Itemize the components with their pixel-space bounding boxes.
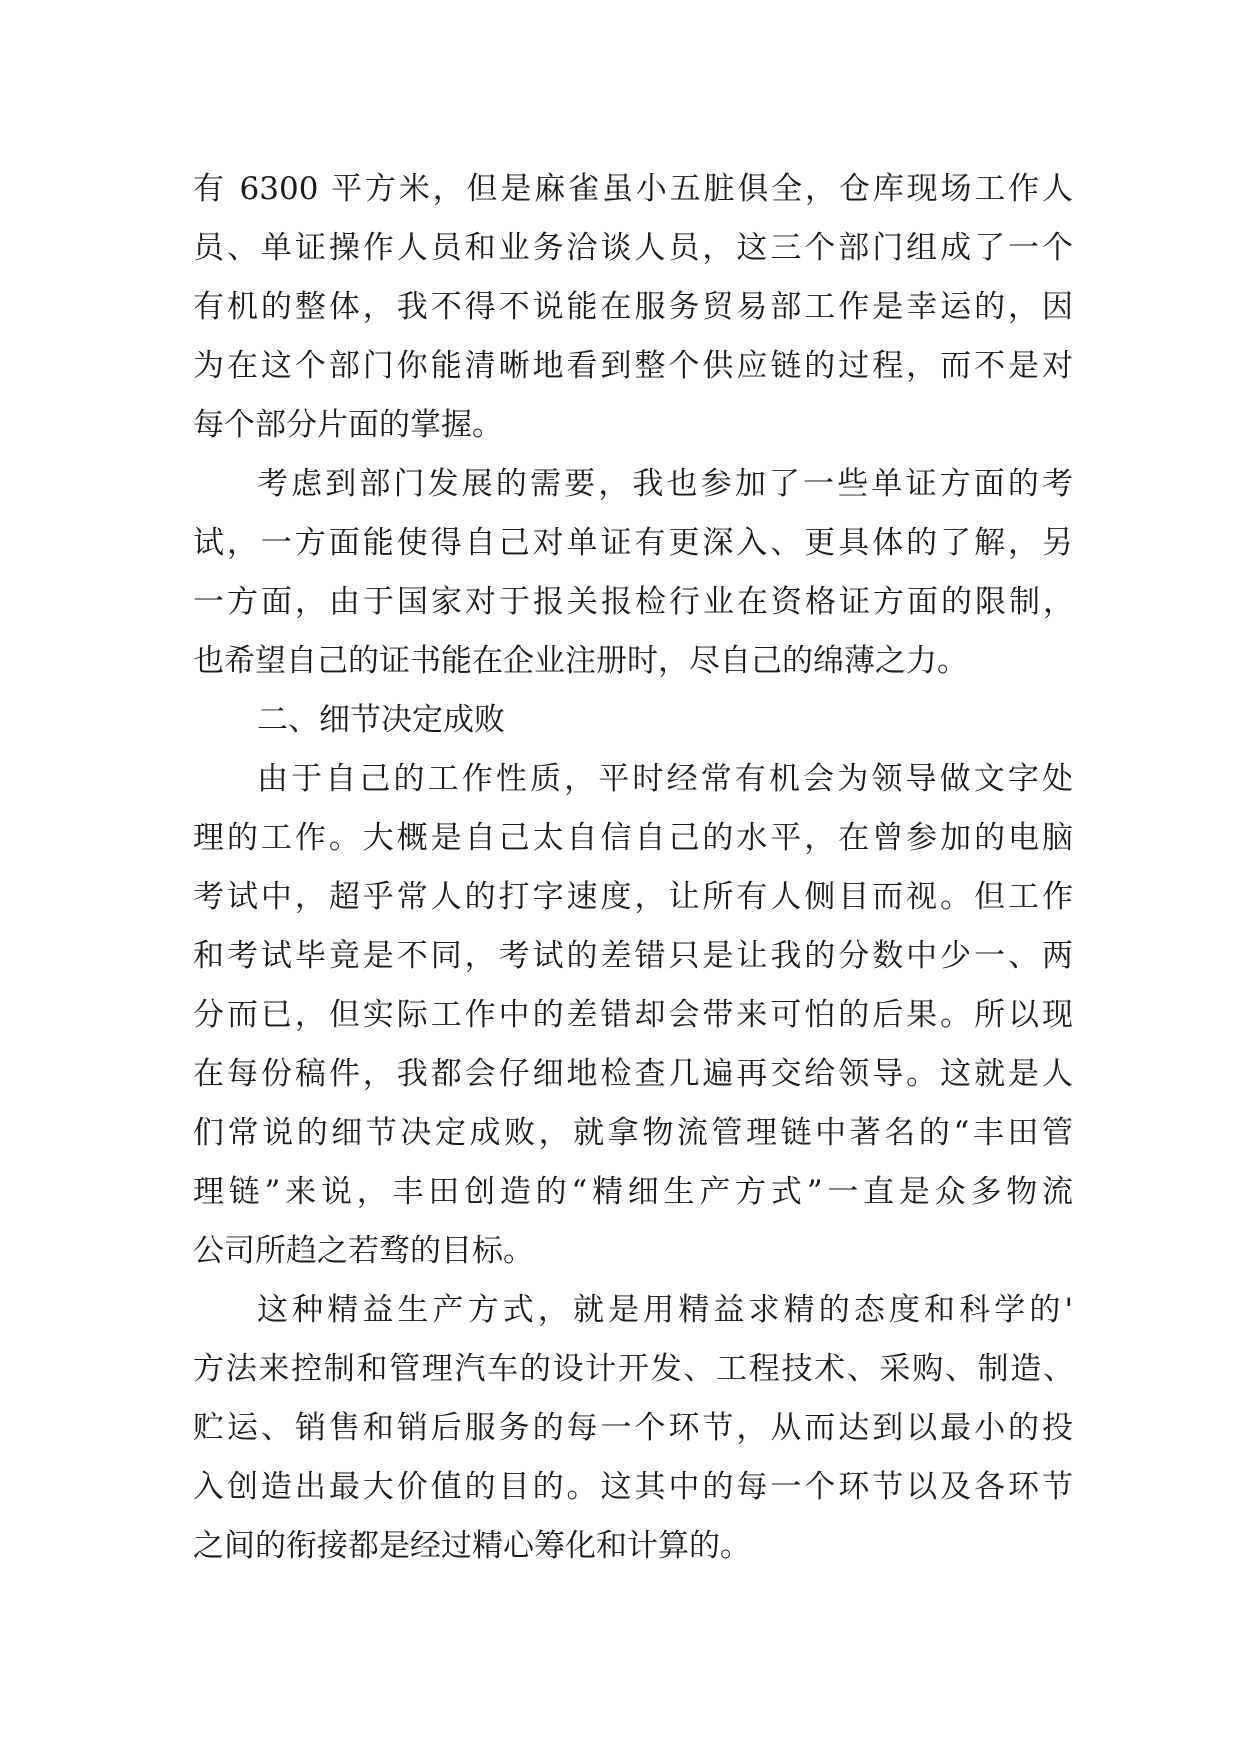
text-line: 考虑到部门发展的需要，我也参加了一些单证方面的考 — [257, 466, 1073, 502]
text-line: 试，一方面能使得自己对单证有更深入、更具体的了解，另 — [193, 525, 1073, 561]
text-line: 方法来控制和管理汽车的设计开发、工程技术、采购、制造、 — [193, 1351, 1073, 1387]
text-line: 贮运、销售和销后服务的每一个环节，从而达到以最小的投 — [193, 1410, 1073, 1446]
text-line: 入创造出最大价值的目的。这其中的每一个环节以及各环节 — [193, 1469, 1073, 1505]
text-line: 考试中，超乎常人的打字速度，让所有人侧目而视。但工作 — [193, 879, 1073, 915]
paragraph — [193, 1281, 1073, 1576]
text-line: 分而已，但实际工作中的差错却会带来可怕的后果。所以现 — [193, 997, 1073, 1033]
text-line: 理的工作。大概是自己太自信自己的水平，在曾参加的电脑 — [193, 820, 1073, 856]
paragraph — [193, 750, 1073, 1281]
paragraph — [193, 160, 1073, 455]
document-body — [193, 160, 1073, 1576]
text-line: 也希望自己的证书能在企业注册时，尽自己的绵薄之力。 — [193, 643, 968, 679]
paragraph — [193, 455, 1073, 691]
text-line: 员、单证操作人员和业务洽谈人员，这三个部门组成了一个 — [193, 230, 1073, 266]
text-line: 之间的衔接都是经过精心筹化和计算的。 — [193, 1528, 751, 1564]
text-line: 一方面，由于国家对于报关报检行业在资格证方面的限制， — [193, 584, 1073, 620]
text-line: 理链”来说，丰田创造的“精细生产方式”一直是众多物流 — [193, 1174, 1073, 1210]
text-line: 公司所趋之若骛的目标。 — [193, 1233, 534, 1269]
text-line: 这种精益生产方式，就是用精益求精的态度和科学的' — [257, 1292, 1073, 1328]
text-line: 每个部分片面的掌握。 — [193, 407, 503, 443]
text-line: 和考试毕竟是不同，考试的差错只是让我的分数中少一、两 — [193, 938, 1073, 974]
text-line: 有 6300 平方米，但是麻雀虽小五脏俱全，仓库现场工作人 — [193, 171, 1073, 207]
text-line: 有机的整体，我不得不说能在服务贸易部工作是幸运的，因 — [193, 289, 1073, 325]
text-line: 由于自己的工作性质，平时经常有机会为领导做文字处 — [257, 761, 1073, 797]
text-line: 在每份稿件，我都会仔细地检查几遍再交给领导。这就是人 — [193, 1056, 1073, 1092]
text-line: 们常说的细节决定成败，就拿物流管理链中著名的“丰田管 — [193, 1115, 1073, 1151]
section-heading — [193, 691, 1073, 750]
text-line: 为在这个部门你能清晰地看到整个供应链的过程，而不是对 — [193, 348, 1073, 384]
heading-line: 二、细节决定成败 — [257, 702, 505, 738]
